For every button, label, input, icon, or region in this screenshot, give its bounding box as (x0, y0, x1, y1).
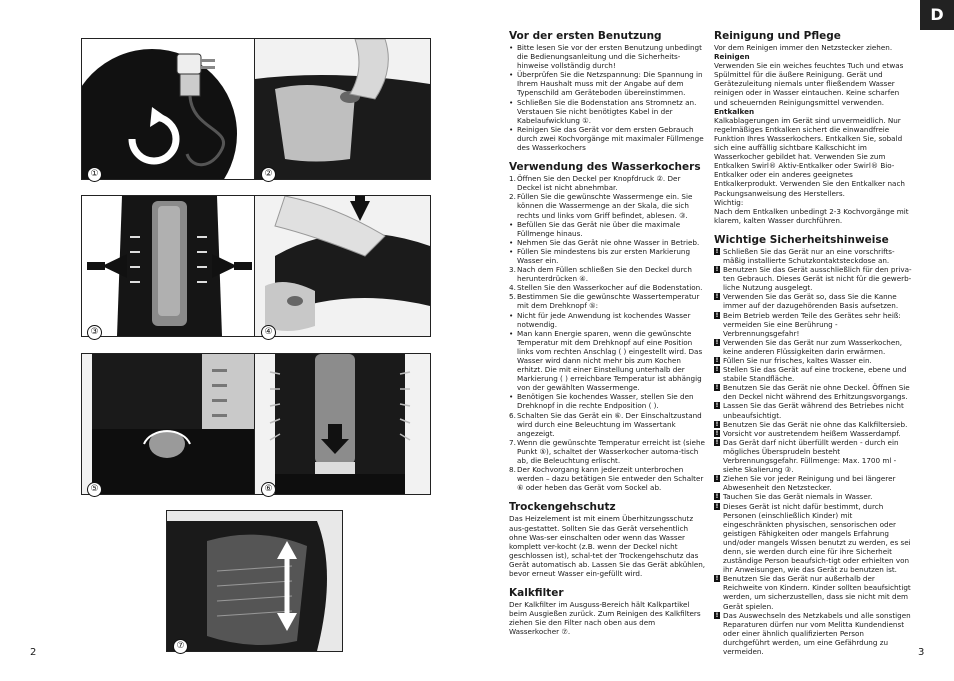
page-number-left: 2 (30, 647, 37, 658)
list-item: 7. Wenn die gewünschte Temperatur erreicht ist (siehe Punkt ⑤), schaltet der Wasserkocher automa-tisch ab, die Beleuchtung erlischt. (509, 437, 705, 466)
list-item: 3. Nach dem Füllen schließen Sie den Deckel durch herunterdrücken ④. (509, 265, 692, 284)
kettle-lid-close-icon (255, 196, 430, 336)
list-item: • Füllen Sie mindestens bis zur ersten Markierung Wasser ein. (509, 246, 691, 265)
warning-icon: ! (715, 338, 719, 346)
list-item: ! Tauchen Sie das Gerät niemals in Wasser. (715, 492, 873, 502)
section-title-filter: Kalkfilter (509, 587, 564, 600)
list-item: ! Benutzen Sie das Gerät nur außerhalb der Reichweite von Kindern. Kinder sollten beaufsichtigt werden, um sicherzustellen, dass sie nicht mit dem Gerät spielen. (715, 574, 911, 611)
language-badge: D (920, 0, 954, 30)
list-item: 4. Stellen Sie den Wasserkocher auf die Bodenstation. (509, 283, 703, 293)
list-item: 2. Füllen Sie die gewünschte Wassermenge ein. Sie können die Wassermenge an der Skala, die sich rechts und links vom Griff befindet, ablesen. ③. (509, 192, 693, 220)
text-column-1 (509, 30, 706, 636)
section-title-usage: Verwendung des Wasserkochers (509, 161, 701, 174)
list-item: ! Schließen Sie das Gerät nur an eine vorschrifts-mäßig installierte Schutzkontaktsteckdose an. (715, 246, 895, 265)
warning-icon: ! (715, 366, 719, 374)
list-item: • Man kann Energie sparen, wenn die gewünschte Temperatur mit dem Drehknopf auf eine Position links vom rechten Anschlag ( ) eingestellt wird. Das Wasser wird dann nicht mehr bis zum Kochen erhitzt. Die mit einer Einstellung unterhalb der Markierung ( ) erreichbare Temperatur ist abhängig von der gewählten Wassermenge. (509, 328, 703, 393)
figure-3-label: ③ (87, 325, 102, 340)
kettle-lid-button-icon (255, 39, 430, 179)
figure-2 (254, 38, 431, 180)
list-item: • Schließen Sie die Bodenstation ans Stromnetz an. Verstauen Sie nicht benötigtes Kabel in der Kabelaufwicklung ①. (509, 97, 697, 125)
figure-5-label: ⑤ (87, 482, 102, 497)
list-item: ! Dieses Gerät ist nicht dafür bestimmt, durch Personen (einschließlich Kinder) mit eingeschränkten physischen, sensorischen oder geistigen Fähigkeiten oder mangels Erfahrung und/oder mangels Wissen benutzt zu werden, es sei denn, sie werden durch eine für ihre Sicherheit zuständige Person beaufsich-tigt oder erhielten von ihr Anweisungen, wie das Gerät zu benutzen ist. (715, 501, 911, 575)
first-use-list (509, 43, 706, 152)
list-item: • Reinigen Sie das Gerät vor dem ersten Gebrauch durch zwei Kochvorgänge mit maximaler Füllmenge des Wasserkochers (509, 124, 704, 153)
list-item: • Nehmen Sie das Gerät nie ohne Wasser in Betrieb. (509, 237, 700, 247)
base-switch-icon (255, 354, 430, 494)
warning-icon: ! (715, 502, 719, 510)
list-item: ! Beim Betrieb werden Teile des Gerätes sehr heiß: vermeiden Sie eine Berührung -Verbrennungsgefahr! (715, 310, 901, 338)
list-item: ! Verwenden Sie das Gerät nur zum Wasserkochen, keine anderen Flüssigkeiten darin erwärmen. (715, 337, 903, 356)
section-title-first-use: Vor der ersten Benutzung (509, 30, 662, 42)
usage-list (509, 174, 706, 492)
figure-7-label: ⑦ (173, 639, 188, 654)
safety-list (714, 247, 912, 656)
warning-icon: ! (715, 575, 719, 583)
text-column-2 (714, 30, 912, 656)
list-item: • Benötigen Sie kochendes Wasser, stellen Sie den Drehknopf in die rechte Endposition ( ). (509, 392, 694, 411)
list-item: ! Stellen Sie das Gerät auf eine trockene, ebene und stabile Standfläche. (715, 365, 907, 384)
warning-icon: ! (715, 420, 719, 428)
warning-icon: ! (715, 311, 719, 319)
figure-3 (81, 195, 258, 337)
list-item: ! Das Auswechseln des Netzkabels und alle sonstigen Reparaturen dürfen nur vom Melitta Kundendienst oder einer ähnlich qualifizierten Person durchgeführt werden, um eine Gefährdung zu vermeiden. (715, 610, 911, 656)
figure-1-label: ① (87, 167, 102, 182)
warning-icon: ! (715, 475, 719, 483)
list-item: 6. Schalten Sie das Gerät ein ⑥. Der Einschaltzustand wird durch eine Beleuchtung im Wassertank angezeigt. (509, 410, 702, 438)
warning-icon: ! (715, 493, 719, 501)
figure-4 (254, 195, 431, 337)
warning-icon: ! (715, 384, 719, 392)
cleaning-text: Verwenden Sie ein weiches feuchtes Tuch und etwas Spülmittel für die äußere Reinigung. Gerät und Gerätezuleitung niemals unter fließendem Wasser reinigen oder in Wasser eintauchen. Keine scharfen und scheuernden Reinigungsmittel verwenden. (714, 61, 904, 107)
list-item: ! Ziehen Sie vor jeder Reinigung und bei längerer Abwesenheit den Netzstecker. (715, 474, 896, 493)
limescale-filter-icon (167, 511, 342, 651)
important-label: Wichtig: (714, 197, 744, 207)
list-item: ! Benutzen Sie das Gerät ausschließlich für den priva-ten Gebrauch. Dieses Gerät ist nicht für die gewerb-liche Nutzung ausgelegt. (715, 265, 912, 293)
page-number-right: 3 (918, 647, 925, 658)
power-plug-cable-icon (82, 39, 257, 179)
warning-icon: ! (715, 293, 719, 301)
list-item: ! Vorsicht vor austretendem heißem Wasserdampf. (715, 428, 901, 438)
list-item: 5. Bestimmen Sie die gewünschte Wassertemperatur mit dem Drehknopf ⑤: (509, 292, 700, 311)
figure-2-label: ② (261, 167, 276, 182)
list-item: 8. Der Kochvorgang kann jederzeit unterbrochen werden – dazu betätigen Sie entweder den Schalter ⑥ oder heben das Gerät vom Sockel ab. (509, 465, 704, 493)
list-item: 1. Öffnen Sie den Deckel per Knopfdruck ②. Der Deckel ist nicht abnehmbar. (509, 174, 681, 193)
temperature-knob-icon (82, 354, 257, 494)
figure-1 (81, 38, 258, 180)
list-item: ! Das Gerät darf nicht überfüllt werden - durch ein mögliches Übersprudeln besteht Verbrennungsgefahr. Füllmenge: Max. 1700 ml - siehe Skalierung ③. (715, 437, 899, 475)
dry-boil-text: Das Heizelement ist mit einem Überhitzungsschutz aus-gestattet. Sollten Sie das Gerät versehentlich ohne Was-ser einschalten oder wenn das Wasser komplett ver-kocht (z.B. wenn der Deckel nicht geschlossen ist), schal-tet der Trockengehschutz das Gerät automatisch ab. Lassen Sie das Gerät abkühlen, bevor erneut Wasser ein-gefüllt wird. (509, 514, 706, 578)
warning-icon: ! (715, 611, 719, 619)
kettle-water-level-icon (82, 196, 257, 336)
warning-icon: ! (715, 357, 719, 364)
subheading-cleaning: Reinigen (714, 52, 750, 62)
warning-icon: ! (715, 429, 719, 437)
section-title-safety: Wichtige Sicherheitshinweise (714, 233, 889, 246)
list-item: ! Füllen Sie nur frisches, kaltes Wasser ein. (715, 356, 872, 365)
figure-6 (254, 353, 431, 495)
list-item: ! Benutzen Sie das Gerät nie ohne das Kalkfiltersieb. (715, 419, 908, 429)
descaling-text: Kalkablagerungen im Gerät sind unvermeidlich. Nur regelmäßiges Entkalken sichert die einwandfreie Funktion Ihres Wasserkochers. Entkalken Sie, sobald sich eine auffällig sichtbare Kalkschicht im Wasserkocher gebildet hat. Verwenden Sie zum Entkalken Swirl® Aktiv-Entkalker oder Swirl® Bio-Entkalker oder ein anderes geeignetes Entkalkerprodukt. Verwenden Sie den Entkalker nach Packungsanweisung des Herstellers. (714, 115, 905, 198)
cleaning-intro: Vor dem Reinigen immer den Netzstecker ziehen. (714, 43, 893, 52)
warning-icon: ! (715, 438, 719, 446)
section-title-dry-boil: Trockengehschutz (509, 501, 616, 514)
list-item: • Nicht für jede Anwendung ist kochendes Wasser notwendig. (509, 310, 691, 329)
list-item: ! Verwenden Sie das Gerät so, dass Sie die Kanne immer auf der dazugehörenden Basis aufsetzen. (715, 292, 899, 311)
important-text: Nach dem Entkalken unbedingt 2-3 Kochvorgänge mit klarem, kalten Wasser durchführen. (714, 206, 909, 225)
figure-5 (81, 353, 258, 495)
warning-icon: ! (715, 247, 719, 255)
figure-7 (166, 510, 343, 652)
figure-4-label: ④ (261, 325, 276, 340)
figure-6-label: ⑥ (261, 482, 276, 497)
list-item: • Bitte lesen Sie vor der ersten Benutzung unbedingt die Bedienungsanleitung und die Sicherheits-hinweise vollständig durch! (509, 43, 702, 71)
subheading-descaling: Entkalken (714, 106, 755, 116)
warning-icon: ! (715, 266, 719, 274)
list-item: ! Benutzen Sie das Gerät nie ohne Deckel. Öffnen Sie den Deckel nicht während des Erhitzungsvorgangs. (715, 383, 910, 402)
section-title-cleaning: Reinigung und Pflege (714, 30, 841, 42)
list-item: • Überprüfen Sie die Netzspannung: Die Spannung in Ihrem Haushalt muss mit der Angabe auf dem Typenschild am Geräteboden übereinstimmen. (509, 70, 703, 98)
list-item: • Befüllen Sie das Gerät nie über die maximale Füllmenge hinaus. (509, 219, 681, 238)
filter-text: Der Kalkfilter im Ausguss-Bereich hält Kalkpartikel beim Ausgießen zurück. Zum Reinigen des Kalkfilters ziehen Sie den Filter nach oben aus dem Wasserkocher ⑦. (509, 600, 701, 637)
list-item: ! Lassen Sie das Gerät während des Betriebes nicht unbeaufsichtigt. (715, 401, 904, 420)
warning-icon: ! (715, 402, 719, 410)
